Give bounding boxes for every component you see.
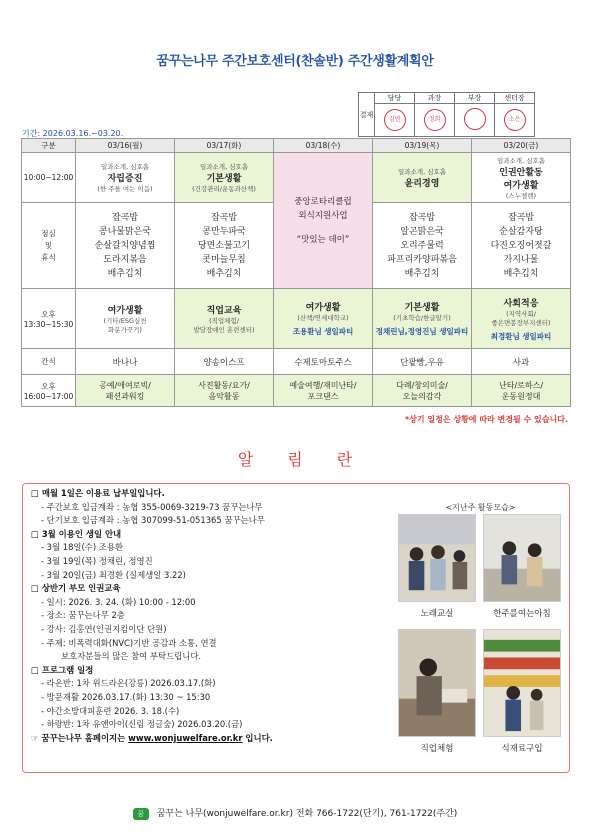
cell-mon-snack: 바나나 (76, 349, 175, 375)
header-cell: 03/19(목) (373, 139, 472, 153)
cell-tue-late: 사진활동/요가/ 음악활동 (175, 375, 274, 407)
notice-item: - 하랑반: 1차 유앤아이(신림 정글숲) 2026.03.20.(금) (41, 719, 243, 730)
cell-tue-lunch: 잡곡밥 콩만두파국 당면소불고기 콧마늘무침 배추김치 (175, 203, 274, 289)
notice-item: - 주간보호 입금계좌 : 농협 355-0069-3219-73 꿈꾸는나무 (41, 501, 263, 512)
cell-thu-lunch: 잡곡밥 알곤맑은국 오리주물럭 파프리카양파볶음 배추김치 (373, 203, 472, 289)
cell-thu-snack: 단팥빵,우유 (373, 349, 472, 375)
notice-item: - 일시: 2026. 3. 24. (화) 10:00 - 12:00 (41, 596, 196, 607)
header-cell: 구분 (22, 139, 76, 153)
schedule-table (21, 138, 571, 407)
notice-box (22, 483, 570, 773)
page-title: 꿈꾸는나무 주간보호센터(찬솔반) 주간생활계획안 (156, 54, 434, 69)
cell-wed-late: 예술여행/재미난타/ 포크댄스 (274, 375, 373, 407)
notice-item: - 야간소방대피훈련 2026. 3. 18.(수) (41, 705, 180, 716)
header-cell: 03/16(월) (76, 139, 175, 153)
notice-item: - 장소: 꿈꾸는나무 2층 (41, 610, 125, 621)
period: 기간: 2026.03.16.~03.20. (22, 129, 124, 138)
birthday-party: 조용환님 생일파티 (292, 327, 354, 336)
cell-tue-morning: 일과소개, 심호흡 기본생활 (건강관리/운동과산책) (175, 153, 274, 203)
notice-item: - 방문재활 2026.03.17.(화) 13:30 ~ 15:30 (41, 691, 211, 702)
activity-photo (483, 629, 561, 737)
photo-caption: 직업체험 (420, 744, 454, 754)
cell-mon-morning: 일과소개, 심호흡 자립증진 (한 주를 여는 이음) (76, 153, 175, 203)
approval-box (358, 92, 535, 137)
notice-item: - 주제: 비폭력대화(NVC)기반 공감과 소통, 연결 (41, 637, 217, 648)
footer (0, 806, 590, 820)
notice-item: - 3월 20일(금) 최경환 (실제생일 3.22) (41, 569, 186, 580)
homepage-link[interactable]: www.wonjuwelfare.or.kr (128, 732, 243, 743)
cell-mon-late: 공예/애여로빅/ 패션과워킹 (76, 375, 175, 407)
cell-wed-afternoon: 여가생활 (산책/연세대학교) 조용환님 생일파티 (274, 289, 373, 349)
approval-role: 과장 (415, 93, 455, 104)
cell-tue-afternoon: 직업교육 (직업체험/ 발달장애인 훈련센터) (175, 289, 274, 349)
approval-role: 부장 (455, 93, 495, 104)
photo-caption: 한주를여는아침 (493, 609, 551, 619)
organization-logo: 꿈 (133, 808, 149, 820)
change-note: *상기 일정은 상황에 따라 변경될 수 있습니다. (404, 415, 568, 424)
notice-section-head: □ 3월 이용인 생일 안내 (31, 528, 122, 539)
row-label: 10:00~12:00 (22, 153, 76, 203)
seal-stamp: 소은 (504, 109, 526, 131)
seal-stamp (464, 108, 486, 130)
activity-photo (483, 514, 561, 602)
cell-wed-event: 중앙로타리클럽 외식지원사업 “맛있는 데이” (274, 153, 373, 289)
cell-wed-snack: 수제토마토주스 (274, 349, 373, 375)
approval-role: 담당 (375, 93, 415, 104)
activity-photo (398, 629, 476, 737)
cell-fri-morning: 일과소개, 심호흡 인권안활동 여가생활 (스누젤렌) (472, 153, 571, 203)
cell-mon-lunch: 잡곡밥 콩나물맑은국 순살갈치양념찜 도라지볶음 배추김치 (76, 203, 175, 289)
header-cell: 03/17(화) (175, 139, 274, 153)
header-cell: 03/18(수) (274, 139, 373, 153)
seal-stamp: 김연 (384, 109, 406, 131)
activity-photo (398, 514, 476, 602)
notice-list (31, 487, 371, 745)
header-cell: 03/20(금) (472, 139, 571, 153)
row-label: 간식 (22, 349, 76, 375)
seal-stamp: 정희 (424, 109, 446, 131)
notice-item: 보호자분들의 많은 참여 부탁드립니다. (61, 651, 202, 662)
cell-fri-late: 난타/로하스/ 운동원정대 (472, 375, 571, 407)
notice-item: - 단기보호 입금계좌 : 농협 307099-51-051365 꿈꾸는나무 (41, 515, 265, 526)
notice-section-head: □ 상반기 부모 인권교육 (31, 583, 121, 594)
cell-thu-afternoon: 기본생활 (기초학습/한글알기) 정채린님,정영진님 생일파티 (373, 289, 472, 349)
notice-item: - 강사: 김홍연(인권지킴이단 단원) (41, 623, 167, 634)
cell-fri-snack: 사과 (472, 349, 571, 375)
row-label: 오후 16:00~17:00 (22, 375, 76, 407)
notice-title: 알림란 (237, 450, 387, 469)
cell-thu-morning: 일과소개, 심호흡 윤리경영 (373, 153, 472, 203)
cell-fri-lunch: 잡곡밥 순살감자탕 다진오징어젓갈 가지나물 배추김치 (472, 203, 571, 289)
photo-caption: 노래교실 (420, 609, 454, 619)
birthday-party: 정채린님,정영진님 생일파티 (375, 327, 469, 336)
photo-caption: 식재료구입 (501, 744, 543, 754)
photos-title: <지난주 활동모습> (445, 503, 516, 512)
row-label: 오후 13:30~15:30 (22, 289, 76, 349)
approval-label: 결재 (359, 93, 375, 137)
notice-section-head: □ 매월 1일은 이용료 납부일입니다. (31, 488, 165, 498)
cell-fri-afternoon: 사회적응 (지역사회/ 좋은면봉장부지센터) 최경환님 생일파티 (472, 289, 571, 349)
cell-mon-afternoon: 여가생활 (기타/ESG실천 화분가꾸기) (76, 289, 175, 349)
approval-role: 센터장 (495, 93, 535, 104)
notice-item: - 라온반: 1차 위드라온(강릉) 2026.03.17.(화) (41, 678, 216, 689)
notice-section-head: □ 프로그램 일정 (31, 664, 94, 675)
cell-tue-snack: 양송이스프 (175, 349, 274, 375)
notice-item: - 3월 19일(목) 정채린, 정영진 (41, 555, 153, 566)
homepage-line: ☞ 꿈꾸는나무 홈페이지는 www.wonjuwelfare.or.kr 입니다. (31, 732, 273, 743)
birthday-party: 최경환님 생일파티 (490, 331, 552, 341)
row-label: 점심 및 휴식 (22, 203, 76, 289)
footer-text: 꿈꾸는 나무(wonjuwelfare.or.kr) 전화 766-1722(단기), 761-1722(주간) (156, 809, 458, 819)
notice-item: - 3월 18일(수) 조용환 (41, 542, 124, 553)
cell-thu-late: 다례/창의미술/ 오늘의감각 (373, 375, 472, 407)
